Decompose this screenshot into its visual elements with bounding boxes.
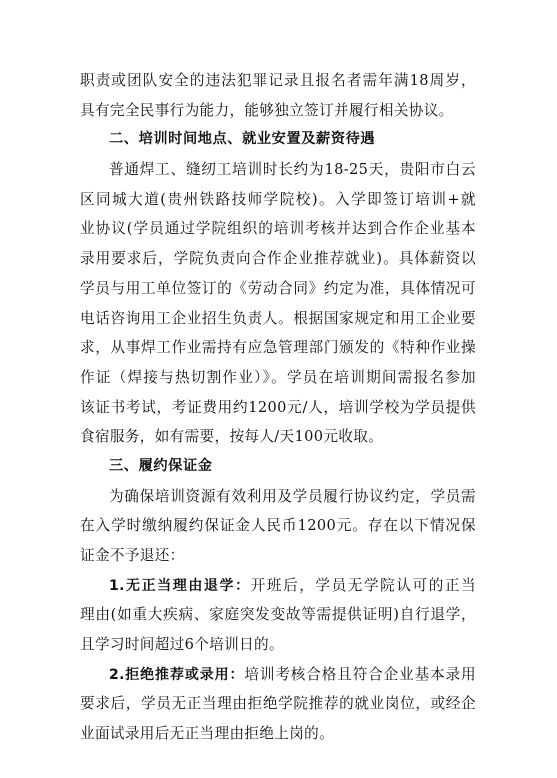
paragraph-line: 该证书考试，考证费用约1200元/人，培训学校为学员提供 <box>80 398 476 416</box>
list-item-term: 1.无正当理由退学： <box>109 577 251 594</box>
list-item-text: 开班后，学员无学院认可的正当 <box>250 576 477 594</box>
paragraph-line: 食宿服务，如有需要，按每人/天100元收取。 <box>80 428 384 446</box>
list-item-2 <box>80 660 476 690</box>
list-item-text: 培训考核合格且符合企业基本录用 <box>244 665 476 683</box>
paragraph-line: 业面试录用后无正当理由拒绝上岗的。 <box>80 725 335 743</box>
section-heading-3: 三、履约保证金 <box>109 457 213 474</box>
paragraph-line: 业协议(学员通过学院组织的培训考核并达到合作企业基本 <box>80 220 476 238</box>
section-heading-2: 二、培训时间地点、就业安置及薪资待遇 <box>109 131 376 148</box>
list-item-term: 2.拒绝推荐或录用： <box>109 666 245 683</box>
list-item-1 <box>80 571 476 601</box>
paragraph-line: 区同城大道(贵州铁路技师学院校)。入学即签订培训+就 <box>80 190 476 208</box>
paragraph-line: 在入学时缴纳履约保证金人民币1200元。存在以下情况保 <box>80 517 476 535</box>
paragraph-line: 作证（焊接与热切割作业）》。学员在培训期间需报名参加 <box>80 368 476 386</box>
paragraph-line: 职责或团队安全的违法犯罪记录且报名者需年满18周岁， <box>80 72 476 89</box>
paragraph-line: 录用要求后，学院负责向合作企业推荐就业)。具体薪资以 <box>80 250 476 268</box>
paragraph-line: 要求后，学员无正当理由拒绝学院推荐的就业岗位，或经企 <box>80 695 476 713</box>
document-page <box>80 66 476 749</box>
paragraph-line: 且学习时间超过6个培训日的。 <box>80 636 284 654</box>
paragraph-line: 学员与用工单位签订的《劳动合同》约定为准，具体情况可 <box>80 279 476 297</box>
paragraph-line: 证金不予退还： <box>80 547 185 564</box>
paragraph-line: 为确保培训资源有效利用及学员履行协议约定，学员需 <box>109 487 476 505</box>
paragraph-line: 普通焊工、缝纫工培训时长约为18-25天，贵阳市白云 <box>109 161 476 179</box>
paragraph-line: 电话咨询用工企业招生负责人。根据国家规定和用工企业要 <box>80 309 476 327</box>
paragraph-line: 理由(如重大疾病、家庭突发变故等需提供证明)自行退学， <box>80 606 476 624</box>
paragraph-line: 具有完全民事行为能力，能够独立签订并履行相关协议。 <box>80 101 454 119</box>
paragraph-line: 求，从事焊工作业需持有应急管理部门颁发的《特种作业操 <box>80 339 476 357</box>
